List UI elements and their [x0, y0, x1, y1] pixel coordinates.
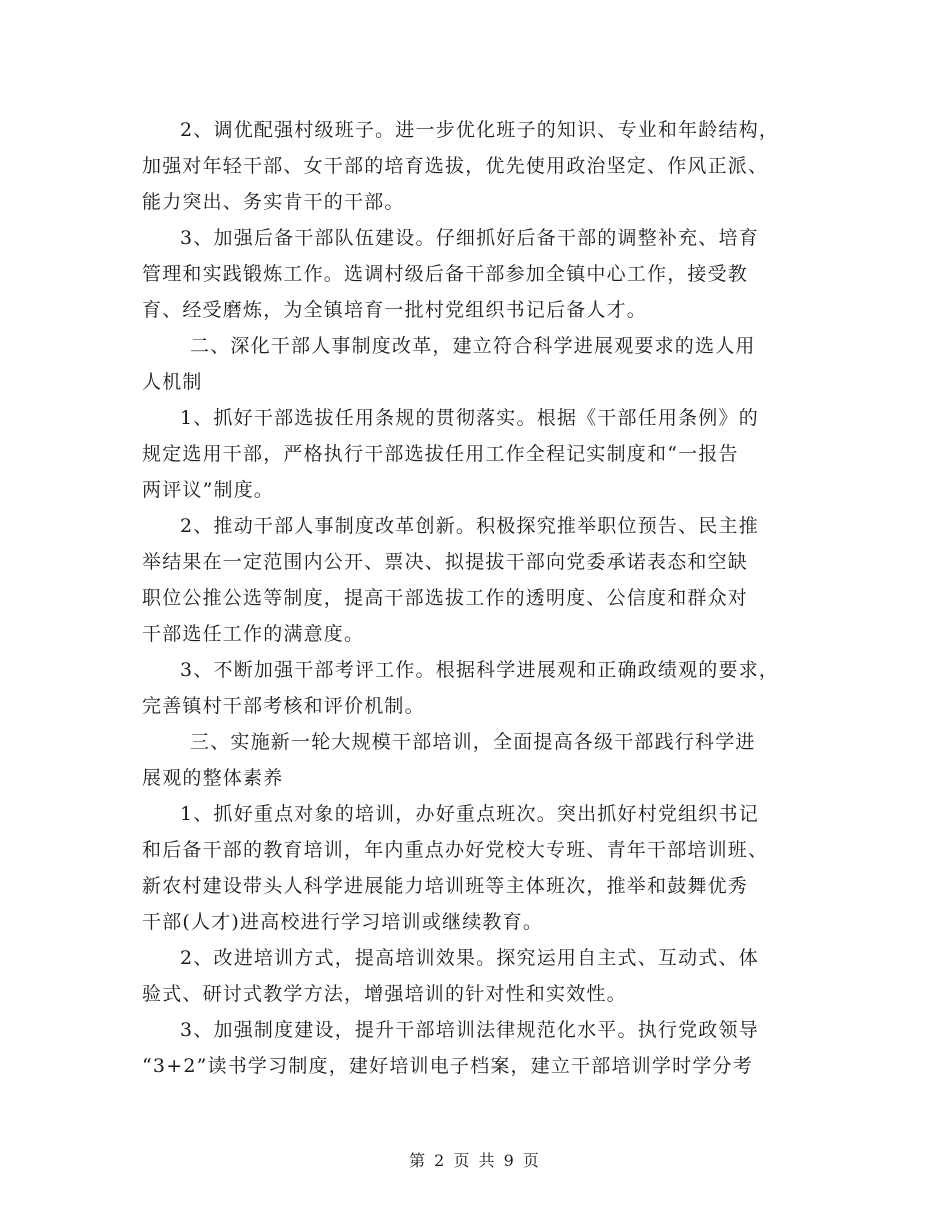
text-line: 三、实施新一轮大规模干部培训，全面提高各级干部践行科学进 [190, 731, 756, 753]
text-line: 规定选用干部，严格执行干部选拔任用工作全程记实制度和“一报告 [142, 443, 739, 465]
text-line: 3、不断加强干部考评工作。根据科学进展观和正确政绩观的要求， [180, 659, 780, 681]
numbered-paragraph [142, 1012, 814, 1084]
text-line: 3、加强后备干部队伍建设。仔细抓好后备干部的调整补充、培育 [180, 227, 759, 249]
text-line: 3、加强制度建设，提升干部培训法律规范化水平。执行党政领导 [180, 1019, 759, 1041]
document-body [142, 112, 814, 1084]
numbered-paragraph [142, 220, 814, 328]
text-line: 干部(人才)进高校进行学习培训或继续教育。 [142, 911, 544, 933]
numbered-paragraph [142, 112, 814, 220]
text-line: 1、抓好重点对象的培训，办好重点班次。突出抓好村党组织书记 [180, 803, 759, 825]
text-line: 举结果在一定范围内公开、票决、拟提拔干部向党委承诺表态和空缺 [142, 551, 749, 573]
text-line: 干部选任工作的满意度。 [142, 623, 365, 645]
text-line: 新农村建设带头人科学进展能力培训班等主体班次，推举和鼓舞优秀 [142, 875, 749, 897]
numbered-paragraph [142, 508, 814, 652]
text-line: 人机制 [142, 371, 203, 393]
text-line: 展观的整体素养 [142, 767, 284, 789]
numbered-paragraph [142, 940, 814, 1012]
text-line: 加强对年轻干部、女干部的培育选拔，优先使用政治坚定、作风正派、 [142, 155, 769, 177]
text-line: 管理和实践锻炼工作。选调村级后备干部参加全镇中心工作，接受教 [142, 263, 749, 285]
page-footer: 第 2 页 共 9 页 [409, 1151, 541, 1170]
text-line: 和后备干部的教育培训，年内重点办好党校大专班、青年干部培训班、 [142, 839, 769, 861]
text-line: 育、经受磨炼，为全镇培育一批村党组织书记后备人才。 [142, 299, 648, 321]
text-line: 2、推动干部人事制度改革创新。积极探究推举职位预告、民主推 [180, 515, 759, 537]
section-heading [142, 724, 814, 796]
text-line: 完善镇村干部考核和评价机制。 [142, 695, 425, 717]
text-line: “3+2”读书学习制度，建好培训电子档案，建立干部培训学时学分考 [142, 1055, 753, 1077]
section-heading [142, 328, 814, 400]
text-line: 2、改进培训方式，提高培训效果。探究运用自主式、互动式、体 [180, 947, 759, 969]
text-line: 验式、研讨式教学方法，增强培训的针对性和实效性。 [142, 983, 627, 1005]
text-line: 能力突出、务实肯干的干部。 [142, 191, 405, 213]
numbered-paragraph [142, 652, 814, 724]
text-line: 两评议”制度。 [142, 479, 275, 501]
numbered-paragraph [142, 796, 814, 940]
text-line: 二、深化干部人事制度改革，建立符合科学进展观要求的选人用 [190, 335, 756, 357]
text-line: 1、抓好干部选拔任用条规的贯彻落实。根据《干部任用条例》的 [180, 407, 759, 429]
text-line: 2、调优配强村级班子。进一步优化班子的知识、专业和年龄结构， [180, 119, 780, 141]
text-line: 职位公推公选等制度，提高干部选拔工作的透明度、公信度和群众对 [142, 587, 749, 609]
numbered-paragraph [142, 400, 814, 508]
